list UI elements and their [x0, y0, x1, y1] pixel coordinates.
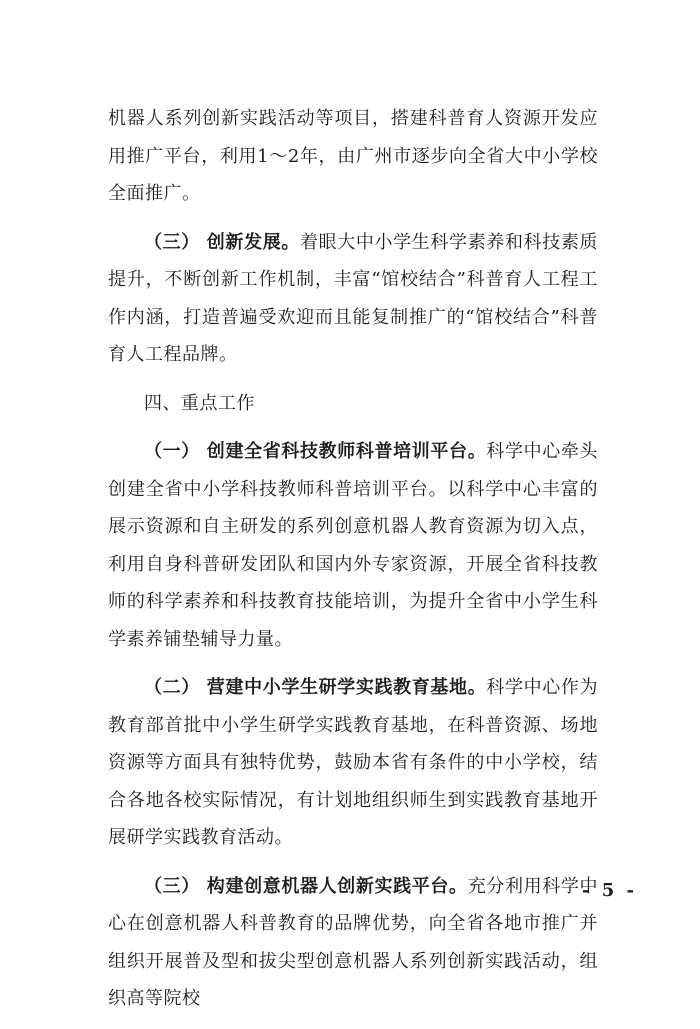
paragraph-teacher-training: [108, 433, 598, 658]
paragraph-text: 科学中心作为教育部首批中小学生研学实践教育基地，在科普资源、场地资源等方面具有独特优势，鼓励本省有条件的中小学校，结合各地各校实际情况，有计划地组织师生到实践教育基地开展研学实践教育活动。: [108, 677, 599, 848]
paragraph-robot-platform: [108, 868, 598, 1018]
document-body: [108, 100, 598, 1029]
paragraph-lead: （三） 构建创意机器人创新实践平台。: [144, 875, 468, 897]
paragraph-lead: （一） 创建全省科技教师科普培训平台。: [144, 441, 487, 462]
paragraph-innovation-development: [108, 224, 598, 374]
section-heading: 四、重点工作: [144, 392, 255, 414]
paragraph-text: 科学中心牵头创建全省中小学科技教师科普培训平台。以科学中心丰富的展示资源和自主研发的系列创意机器人教育资源为切入点，利用自身科普研发团队和国内外专家资源，开展全省科技教师的科学素养和科技教育技能培训，为提升全省中小学生科学素养铺垫辅导力量。: [108, 441, 599, 650]
paragraph-text: 机器人系列创新实践活动等项目，搭建科普育人资源开发应用推广平台，利用1～2年，由广州市逐步向全省大中小学校全面推广。: [108, 108, 598, 204]
paragraph-text: 充分利用科学中心在创意机器人科普教育的品牌优势，向全省各地市推广并组织开展普及型和拔尖型创意机器人系列创新实践活动，组织高等院校: [108, 875, 599, 1009]
paragraph-lead: （二） 营建中小学生研学实践教育基地。: [144, 677, 487, 698]
paragraph-lead: （三） 创新发展。: [144, 231, 300, 253]
paragraph-text: 着眼大中小学生科学素养和科技素质提升，不断创新工作机制，丰富“馆校结合”科普育人工程工作内涵，打造普遍受欢迎而且能复制推广的“馆校结合”科普育人工程品牌。: [108, 231, 598, 365]
paragraph-study-base: [108, 669, 598, 857]
paragraph-continuation: [108, 100, 598, 213]
page-number: - 5 -: [582, 880, 637, 901]
